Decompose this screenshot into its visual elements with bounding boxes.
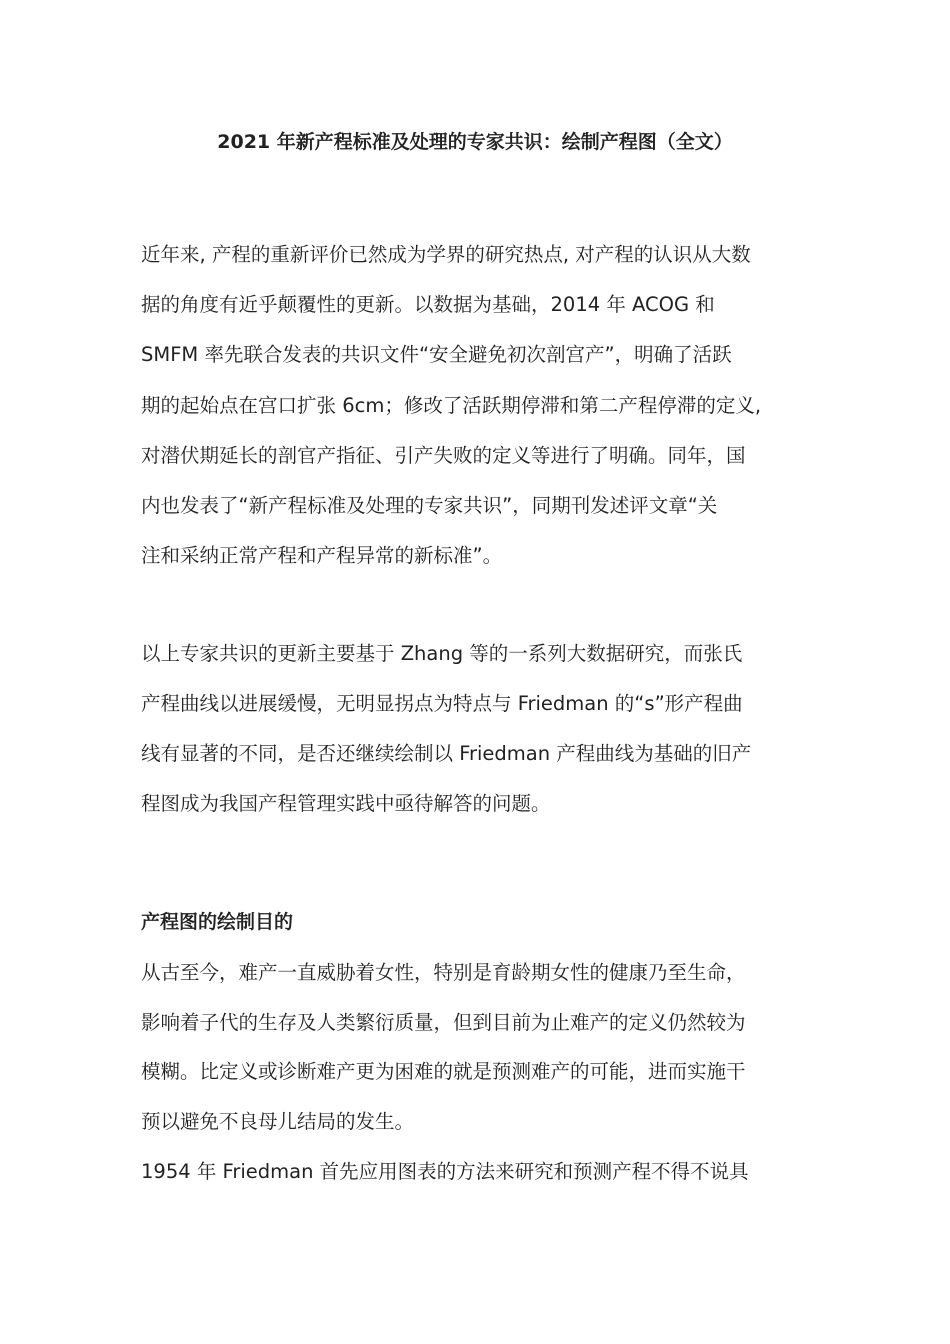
paragraph-2-line-1: 以上专家共识的更新主要基于 Zhang 等的一系列大数据研究，而张氏: [141, 642, 743, 665]
paragraph-4-line-1: 1954 年 Friedman 首先应用图表的方法来研究和预测产程不得不说具: [141, 1160, 749, 1183]
paragraph-1-line-6: 内也发表了“新产程标准及处理的专家共识”，同期刊发述评文章“关: [141, 494, 718, 517]
paragraph-1-line-3: SMFM 率先联合发表的共识文件“安全避免初次剖宫产”，明确了活跃: [141, 343, 732, 366]
section-heading: 产程图的绘制目的: [141, 911, 294, 933]
paragraph-2-line-2: 产程曲线以进展缓慢，无明显拐点为特点与 Friedman 的“s”形产程曲: [141, 692, 743, 715]
paragraph-3-line-1: 从古至今，难产一直威胁着女性，特别是育龄期女性的健康乃至生命，: [141, 961, 746, 984]
paragraph-2-line-4: 程图成为我国产程管理实践中亟待解答的问题。: [141, 792, 551, 815]
paragraph-1-line-2: 据的角度有近乎颠覆性的更新。以数据为基础，2014 年 ACOG 和: [141, 293, 715, 316]
paragraph-3-line-3: 模糊。比定义或诊断难产更为困难的就是预测难产的可能，进而实施干: [141, 1060, 746, 1083]
paragraph-1-line-5: 对潜伏期延长的剖官产指征、引产失败的定义等进行了明确。同年，国: [141, 444, 746, 467]
paragraph-3-line-2: 影响着子代的生存及人类繁衍质量，但到目前为止难产的定义仍然较为: [141, 1011, 746, 1034]
paragraph-1-line-1: 近年来, 产程的重新评价已然成为学界的研究热点, 对产程的认识从大数: [141, 243, 751, 266]
paragraph-1-line-7: 注和采纳正常产程和产程异常的新标准”。: [141, 544, 503, 567]
paragraph-1-line-4: 期的起始点在宫口扩张 6cm；修改了活跃期停滞和第二产程停滞的定义,: [141, 394, 762, 417]
paragraph-2-line-3: 线有显著的不同，是否还继续绘制以 Friedman 产程曲线为基础的旧产: [141, 742, 752, 765]
paragraph-3-line-4: 预以避免不良母儿结局的发生。: [141, 1110, 415, 1133]
document-title: 2021 年新产程标准及处理的专家共识：绘制产程图（全文）: [217, 131, 733, 153]
